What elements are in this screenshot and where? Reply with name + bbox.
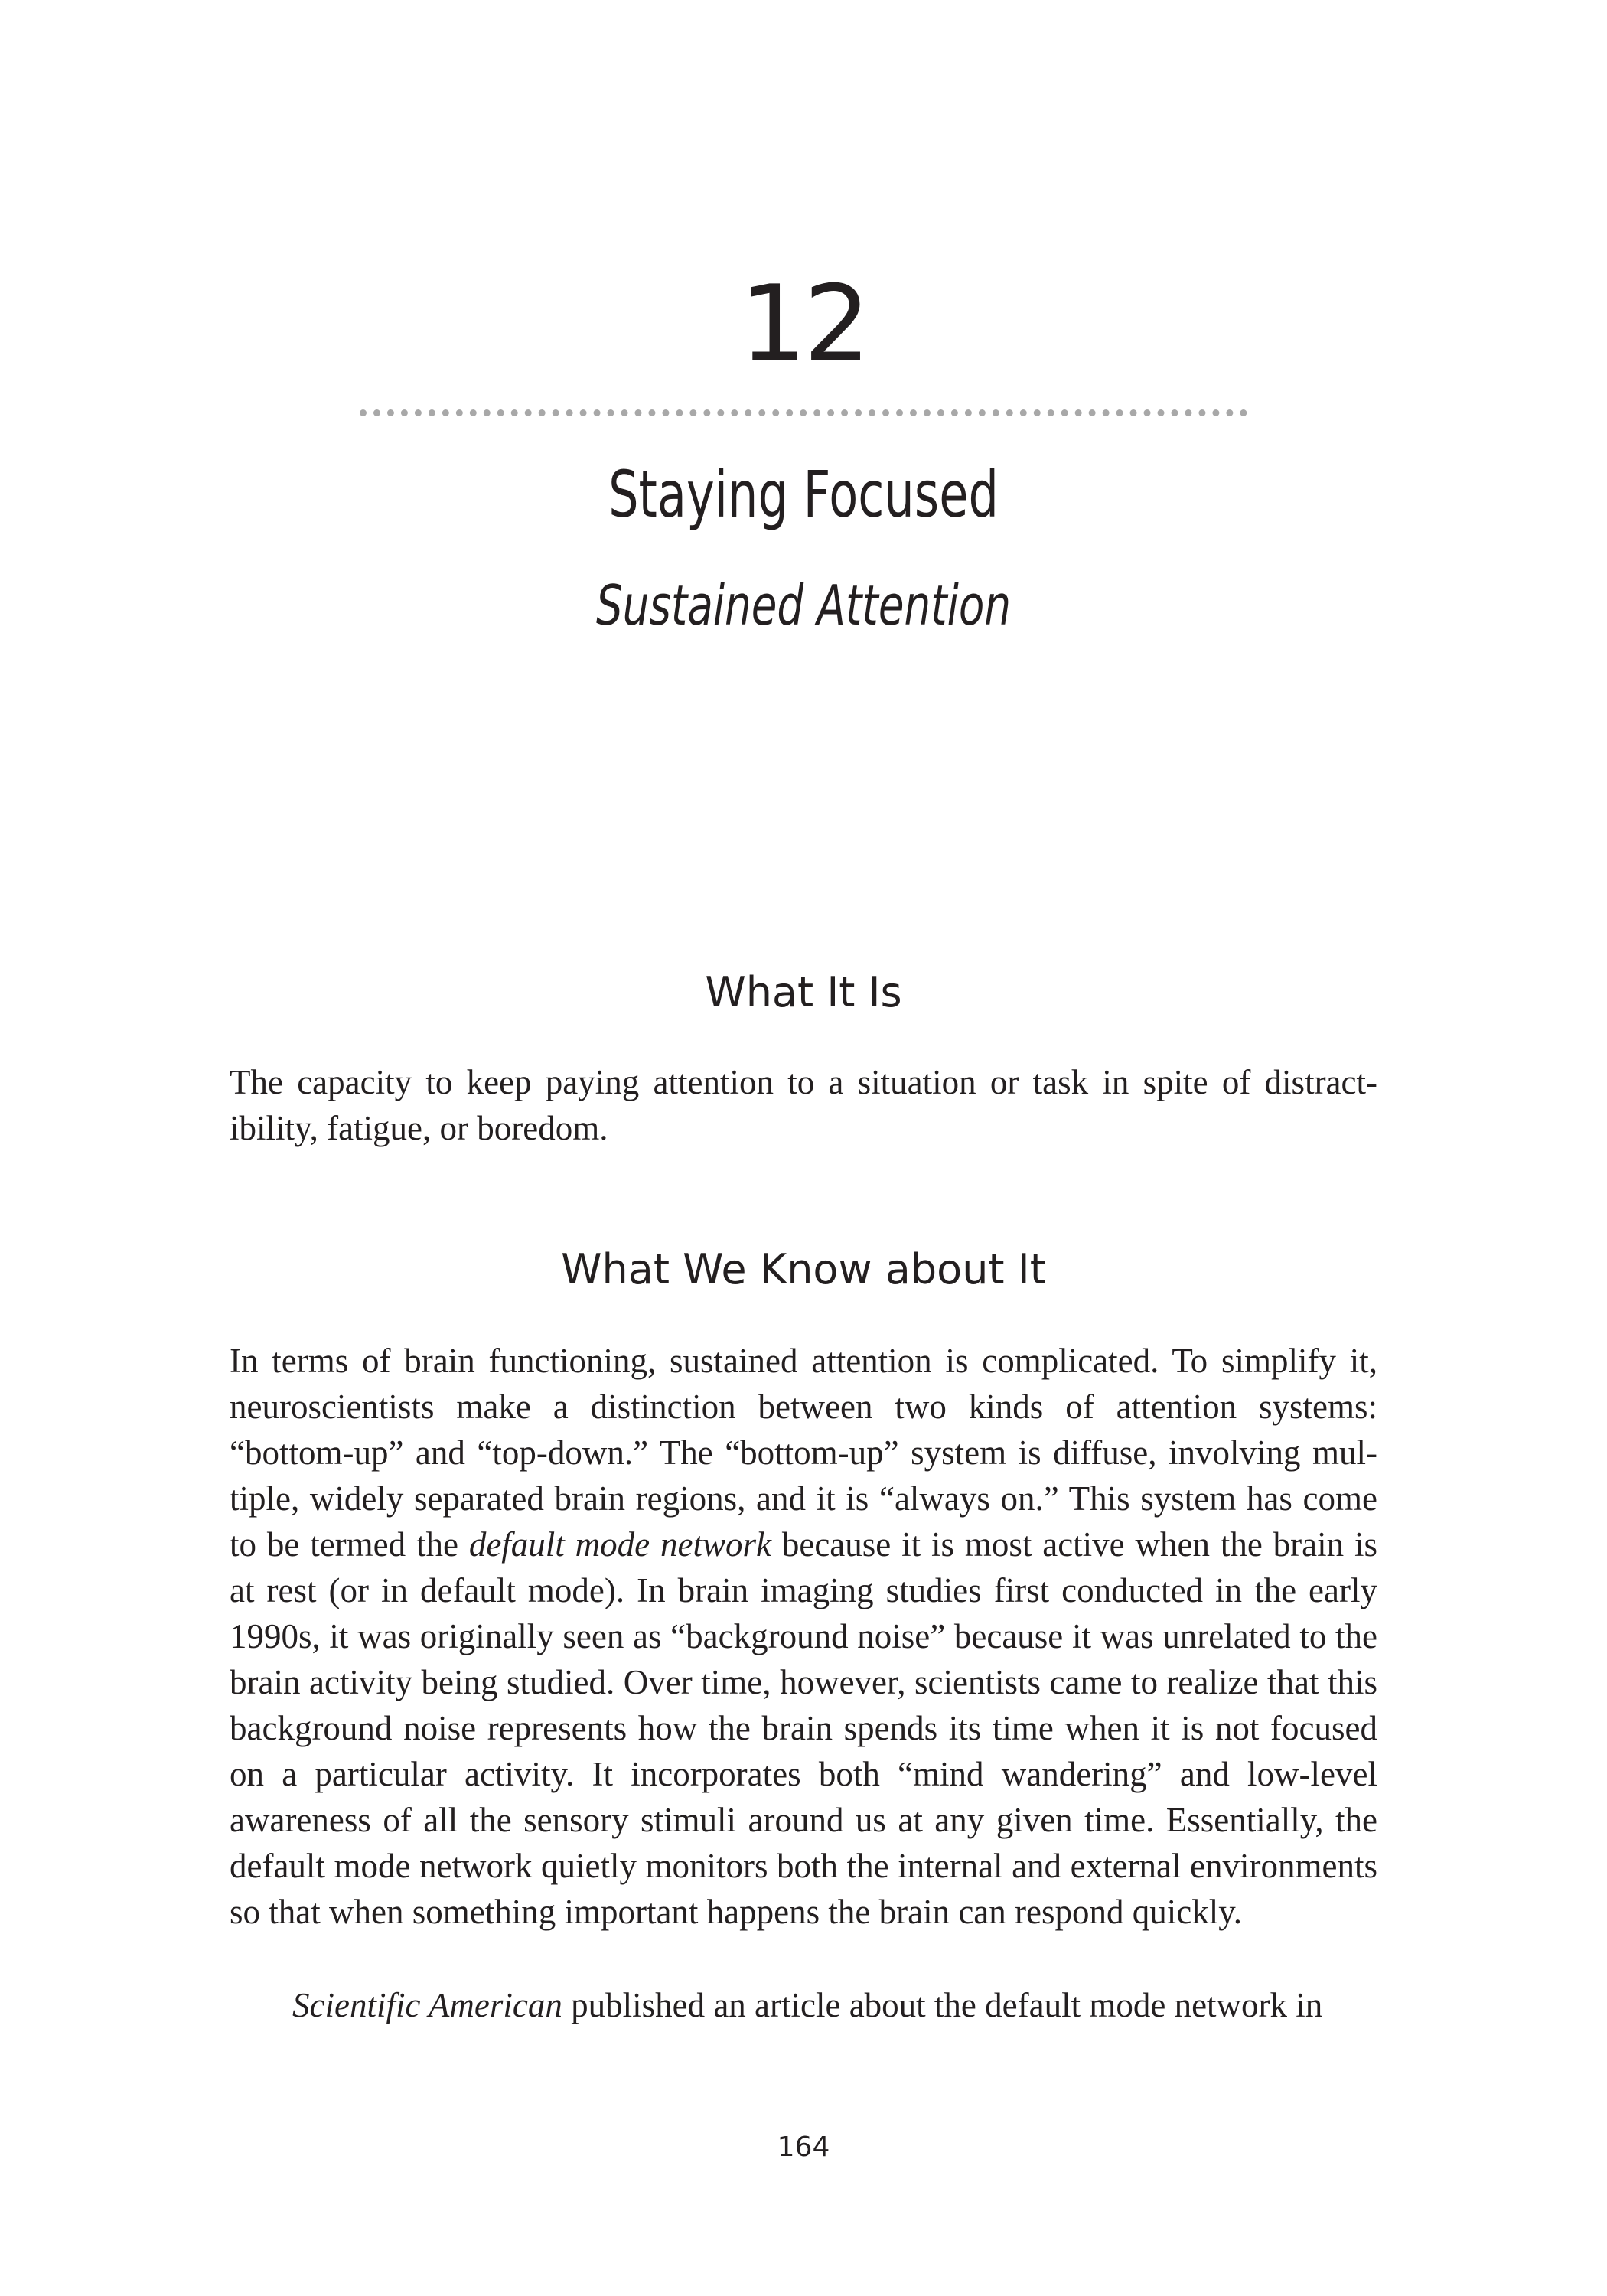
chapter-title: Staying Focused xyxy=(608,457,999,532)
dotted-divider xyxy=(360,409,1247,416)
chapter-subtitle: Sustained Attention xyxy=(595,573,1012,638)
body-paragraph xyxy=(230,1338,1377,1935)
section-heading-what-we-know: What We Know about It xyxy=(561,1245,1046,1293)
page-number: 164 xyxy=(777,2131,830,2163)
body-paragraph xyxy=(230,1982,1377,2028)
italic-publication: Scientific American xyxy=(292,1986,562,2024)
definition-paragraph: The capacity to keep paying attention to a situation or task in spite of distract-ibility, fatigue, or boredom. xyxy=(230,1063,1377,1147)
italic-term: default mode network xyxy=(468,1525,771,1564)
section-heading-what-it-is: What It Is xyxy=(705,968,902,1016)
body-paragraph-text: because it is most active when the brain is at rest (or in default mode). In brain imaging studies first conducted in the early 1990s, it was originally seen as “background noise” because it was unrelated to the brain activity being studied. Over time, however, scientists came to realize that this background noise represents how the brain spends its time when it is not focused on a particular activity. It incorporates both “mind wandering” and low-level awareness of all the sensory stimuli around us at any given time. Essentially, the default mode network quietly monitors both the internal and external environments so that when something important happens the brain can respond quickly. xyxy=(230,1525,1377,1931)
chapter-number: 12 xyxy=(739,263,868,386)
body-paragraph-text: In terms of brain functioning, sustained attention is complicated. To simplify it, neuroscientists make a distinction between two kinds of attention systems: “bottom-up” and “top-down.” The “bottom-up” system is diffuse, involving mul-tiple, widely separated brain regions, and it is “always on.” This system has come to be termed the xyxy=(230,1342,1377,1564)
body-paragraph-text: published an article about the default mode network in xyxy=(562,1986,1323,2024)
